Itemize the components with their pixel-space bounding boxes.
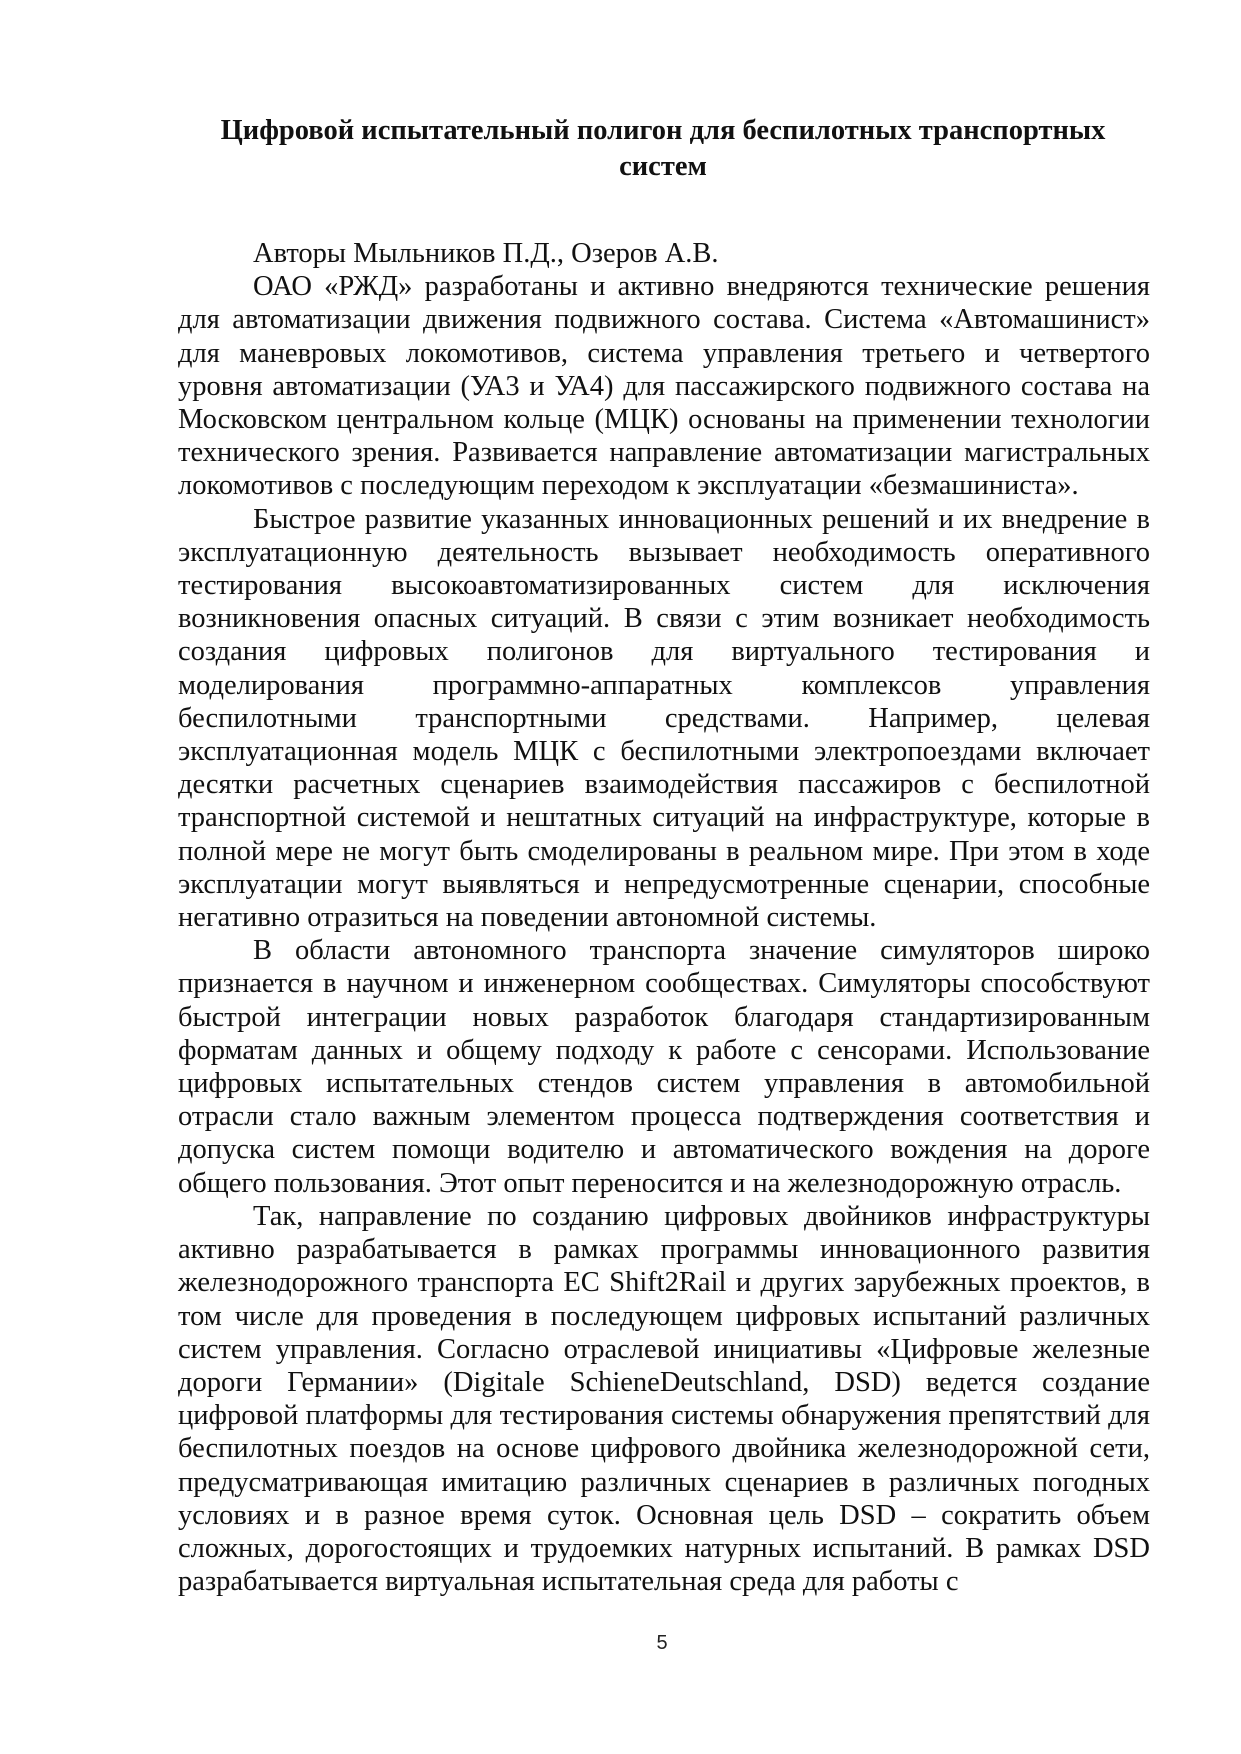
body-paragraph: В области автономного транспорта значение симуляторов широко признается в научном и инженерном сообществах. Симуляторы способствуют быстрой интеграции новых разработок благодаря стандартизированным форматам данных и общему подходу к работе с сенсорами. Использование цифровых испытательных стендов систем управления в автомобильной отрасли стало важным элементом процесса подтверждения соответствия и допуска систем помощи водителю и автоматического вождения на дороге общего пользования. Этот опыт переносится и на железнодорожную отрасль. xyxy=(178,935,1150,1199)
authors-line: Авторы Мыльников П.Д., Озеров А.В. xyxy=(253,238,719,269)
document-title: Цифровой испытательный полигон для беспилотных транспортных систем xyxy=(220,115,1106,182)
body-paragraph: Так, направление по созданию цифровых двойников инфраструктуры активно разрабатывается в рамках программы инновационного развития железнодорожного транспорта ЕС Shift2Rail и других зарубежных проектов, в том числе для проведения в последующем цифровых испытаний различных систем управления. Согласно отраслевой инициативы «Цифровые железные дороги Германии» (Digitale SchieneDeutschland, DSD) ведется создание цифровой платформы для тестирования системы обнаружения препятствий для беспилотных поездов на основе цифрового двойника железнодорожной сети, предусматривающая имитацию различных сценариев в различных погодных условиях и в разное время суток. Основная цель DSD – сократить объем сложных, дорогостоящих и трудоемких натурных испытаний. В рамках DSD разрабатывается виртуальная испытательная среда для работы с xyxy=(178,1200,1150,1598)
page-number: 5 xyxy=(656,1632,668,1654)
document-body xyxy=(178,237,1150,1598)
body-paragraph: Быстрое развитие указанных инновационных решений и их внедрение в эксплуатационную деятельность вызывает необходимость оперативного тестирования высокоавтоматизированных систем для исключения возникновения опасных ситуаций. В связи с этим возникает необходимость создания цифровых полигонов для виртуального тестирования и моделирования программно-аппаратных комплексов управления беспилотными транспортными средствами. Например, целевая эксплуатационная модель МЦК с беспилотными электропоездами включает десятки расчетных сценариев взаимодействия пассажиров с беспилотной транспортной системой и нештатных ситуаций на инфраструктуре, которые в полной мере не могут быть смоделированы в реальном мире. При этом в ходе эксплуатации могут выявляться и непредусмотренные сценарии, способные негативно отразиться на поведении автономной системы. xyxy=(178,503,1150,934)
body-paragraph: ОАО «РЖД» разработаны и активно внедряются технические решения для автоматизации движения подвижного состава. Система «Автомашинист» для маневровых локомотивов, система управления третьего и четвертого уровня автоматизации (УА3 и УА4) для пассажирского подвижного состава на Московском центральном кольце (МЦК) основаны на применении технологии технического зрения. Развивается направление автоматизации магистральных локомотивов с последующим переходом к эксплуатации «безмашиниста». xyxy=(178,271,1150,502)
